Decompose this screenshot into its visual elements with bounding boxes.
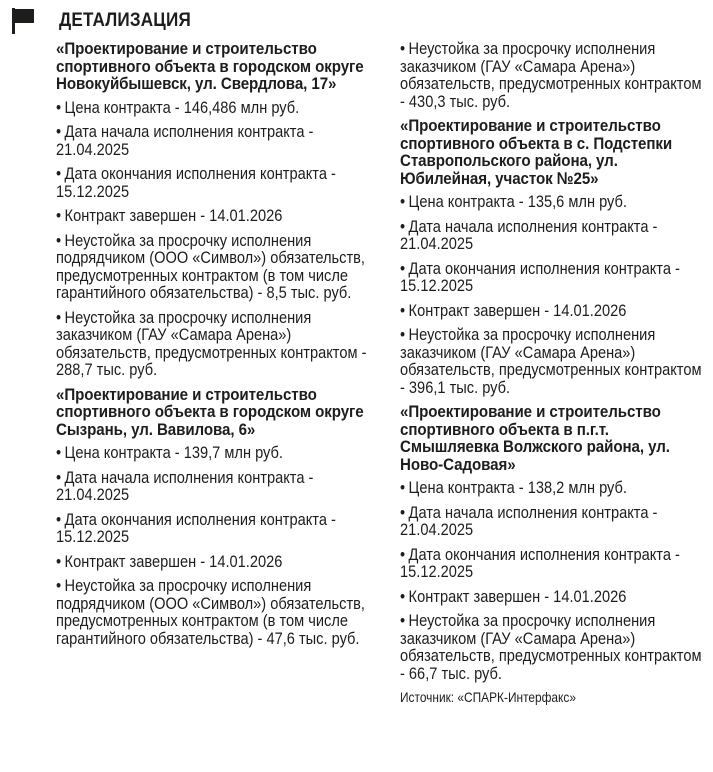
list-item xyxy=(400,479,709,497)
list-item xyxy=(400,546,709,581)
bullet: • xyxy=(56,467,62,487)
bullet: • xyxy=(400,586,406,606)
bullet: • xyxy=(56,307,62,327)
list-item-text: Неустойка за просрочку исполнения заказчиком (ГАУ «Самара Арена») обязательств, предусмотренных контрактом - 430,3 тыс. руб. xyxy=(400,39,702,111)
list-item-text: Дата окончания исполнения контракта - 15.12.2025 xyxy=(56,509,336,546)
contract-block-title: «Проектирование и строительство спортивного объекта в с. Подстепки Ставропольского района, ул. Юбилейная, участок №25» xyxy=(400,116,673,188)
list-item xyxy=(400,504,709,539)
contract-block-title: «Проектирование и строительство спортивного объекта в п.г.т. Смышляевка Волжского района, ул. Ново-Садовая» xyxy=(400,402,670,474)
bullet: • xyxy=(400,258,406,278)
contract-block-syzran-continued xyxy=(400,40,710,110)
list-item xyxy=(400,612,709,682)
contract-block-podstepki xyxy=(400,117,710,396)
list-item xyxy=(400,193,709,211)
list-item xyxy=(400,302,709,320)
contract-details-list xyxy=(400,479,710,682)
bullet: • xyxy=(400,544,406,564)
section-header xyxy=(12,8,206,34)
list-item xyxy=(56,232,371,302)
left-column xyxy=(56,40,372,654)
section-title: ДЕТАЛИЗАЦИЯ xyxy=(59,10,191,31)
contract-details-list xyxy=(400,40,710,110)
bullet: • xyxy=(56,97,62,117)
list-item xyxy=(56,207,371,225)
bullet: • xyxy=(56,443,62,462)
list-item-text: Цена контракта - 146,486 млн руб. xyxy=(64,97,300,117)
bullet: • xyxy=(56,164,62,183)
list-item-text: Неустойка за просрочку исполнения подрядчиком (ООО «Символ») обязательств, предусмотренных контрактом (в том числе гарантийного обязательства) - 8,5 тыс. руб. xyxy=(56,230,365,302)
bullet: • xyxy=(400,216,406,236)
list-item-text: Дата начала исполнения контракта - 21.04.2025 xyxy=(400,216,658,253)
list-item-text: Неустойка за просрочку исполнения заказчиком (ГАУ «Самара Арена») обязательств, предусмотренных контрактом - 396,1 тыс. руб. xyxy=(400,325,702,397)
list-item-text: Неустойка за просрочку исполнения подрядчиком (ООО «Символ») обязательств, предусмотренных контрактом (в том числе гарантийного обязательства) - 47,6 тыс. руб. xyxy=(56,576,365,648)
list-item xyxy=(56,469,371,504)
contract-details-list xyxy=(56,99,372,379)
right-column xyxy=(400,40,710,705)
bullet: • xyxy=(56,122,62,141)
contract-details-list xyxy=(56,444,372,647)
list-item-text: Контракт завершен - 14.01.2026 xyxy=(64,206,283,225)
list-item-text: Дата окончания исполнения контракта - 15.12.2025 xyxy=(56,164,336,201)
list-item-text: Неустойка за просрочку исполнения заказчиком (ГАУ «Самара Арена») обязательств, предусмотренных контрактом - 66,7 тыс. руб. xyxy=(400,611,702,683)
list-item xyxy=(56,123,371,158)
list-item-text: Дата окончания исполнения контракта - 15.12.2025 xyxy=(400,258,680,295)
list-item-text: Дата начала исполнения контракта - 21.04.2025 xyxy=(400,502,658,539)
list-item xyxy=(56,577,371,647)
list-item xyxy=(56,99,371,117)
list-item-text: Дата начала исполнения контракта - 21.04.2025 xyxy=(56,467,314,504)
list-item-text: Контракт завершен - 14.01.2026 xyxy=(408,300,627,320)
contract-block-title: «Проектирование и строительство спортивного объекта в городском округе Новокуйбышевск, ул. Свердлова, 17» xyxy=(56,39,364,93)
list-item-text: Дата начала исполнения контракта - 21.04.2025 xyxy=(56,122,314,159)
bullet: • xyxy=(56,576,62,595)
bullet: • xyxy=(56,551,62,571)
list-item-text: Неустойка за просрочку исполнения заказчиком (ГАУ «Самара Арена») обязательств, предусмотренных контрактом - 288,7 тыс. руб. xyxy=(56,307,367,379)
bullet: • xyxy=(400,478,406,497)
bullet: • xyxy=(56,509,62,529)
list-item-text: Цена контракта - 139,7 млн руб. xyxy=(64,443,283,462)
bullet: • xyxy=(400,502,406,522)
bullet: • xyxy=(400,39,406,58)
list-item-text: Контракт завершен - 14.01.2026 xyxy=(408,586,627,606)
bullet: • xyxy=(400,192,406,211)
list-item xyxy=(56,165,371,200)
bullet: • xyxy=(56,230,62,250)
list-item xyxy=(56,309,371,379)
list-item-text: Контракт завершен - 14.01.2026 xyxy=(64,551,283,571)
contract-block-novokuybyshevsk xyxy=(56,40,372,379)
source-note: Источник: «СПАРК-Интерфакс» xyxy=(400,689,576,705)
list-item xyxy=(400,326,709,396)
list-item-text: Дата окончания исполнения контракта - 15.12.2025 xyxy=(400,544,680,581)
flag-icon xyxy=(12,8,42,34)
contract-details-list xyxy=(400,193,710,396)
list-item xyxy=(56,444,371,462)
contract-block-title: «Проектирование и строительство спортивного объекта в городском округе Сызрань, ул. Вавилова, 6» xyxy=(56,384,364,439)
bullet: • xyxy=(400,325,406,344)
list-item-text: Цена контракта - 135,6 млн руб. xyxy=(408,192,627,211)
list-item xyxy=(400,40,709,110)
list-item xyxy=(400,260,709,295)
bullet: • xyxy=(400,611,406,630)
list-item xyxy=(56,553,371,571)
list-item xyxy=(400,588,709,606)
bullet: • xyxy=(400,300,406,320)
contract-block-syzran xyxy=(56,386,372,648)
contract-block-smyshlyaevka xyxy=(400,403,710,682)
bullet: • xyxy=(56,206,62,225)
list-item-text: Цена контракта - 138,2 млн руб. xyxy=(408,478,627,497)
list-item xyxy=(400,218,709,253)
list-item xyxy=(56,511,371,546)
